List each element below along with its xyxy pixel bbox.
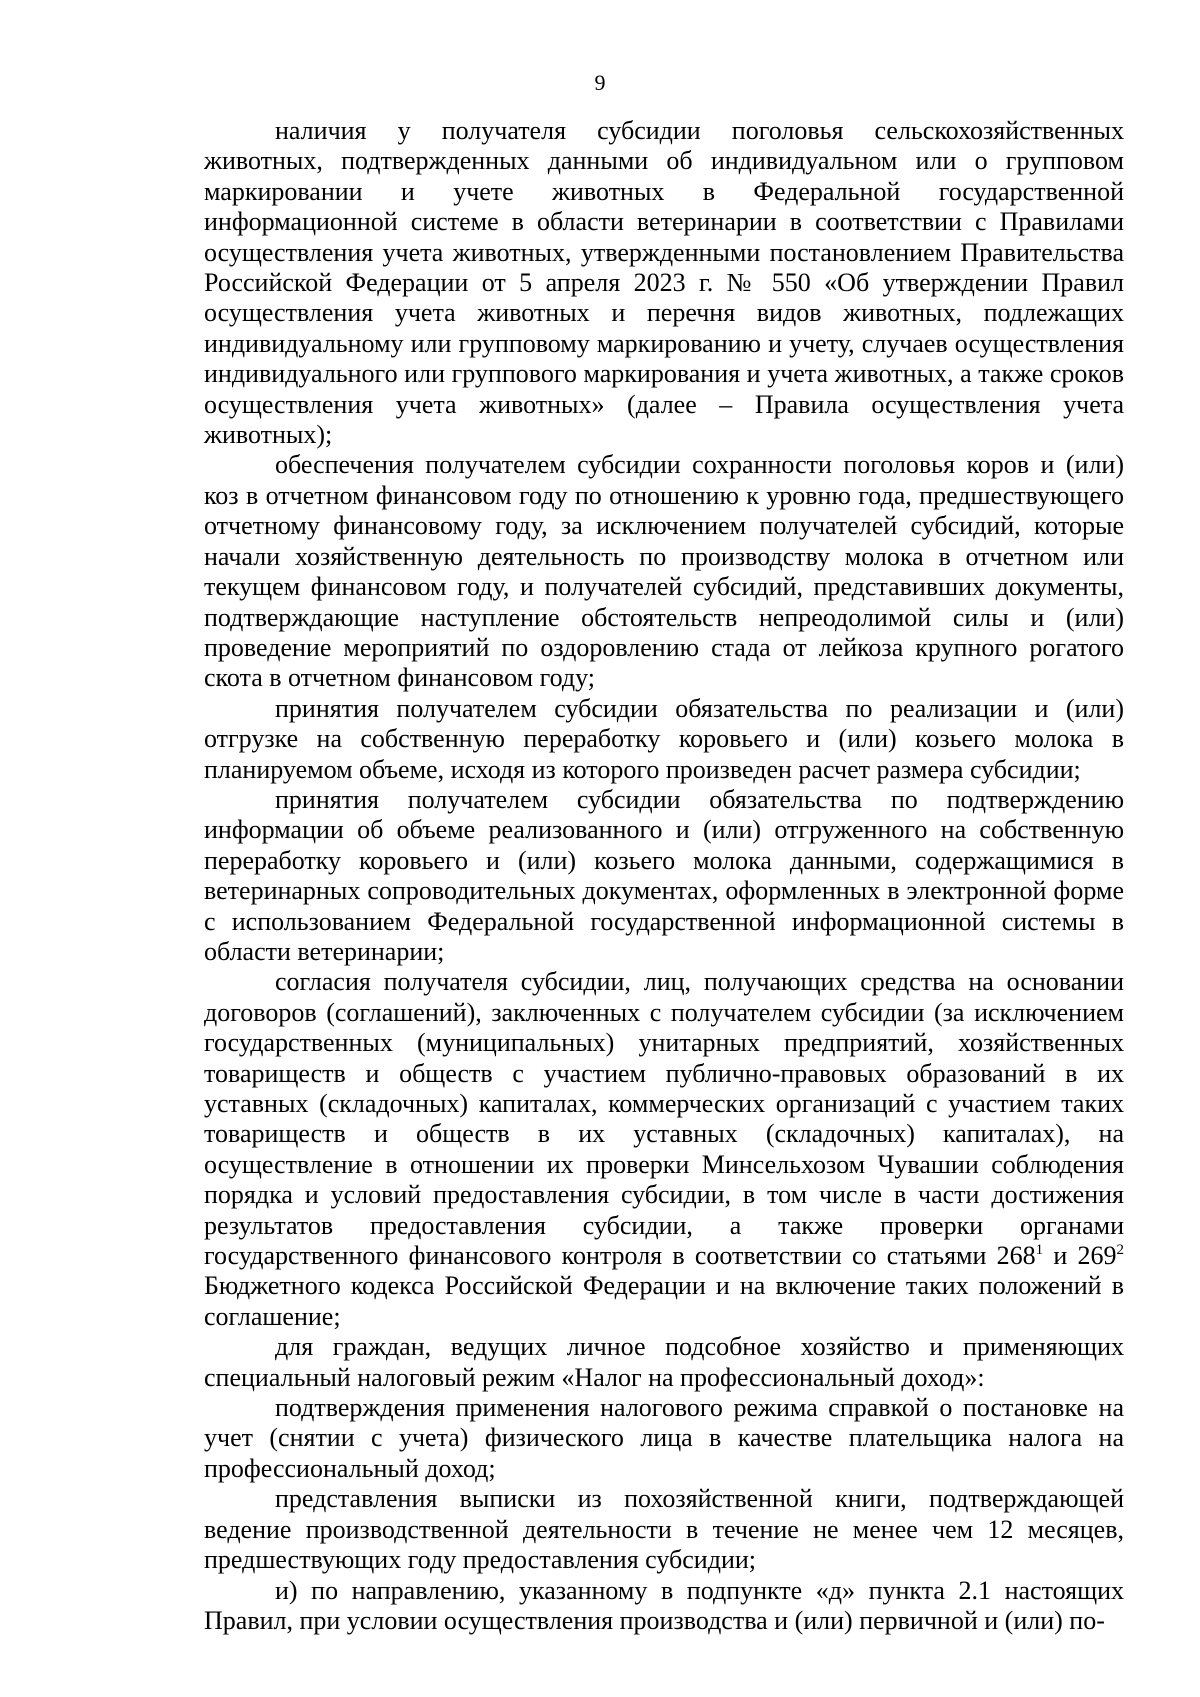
document-body [204, 116, 1124, 1636]
paragraph-sales-obligation: принятия получателем субсидии обязательства по реализации и (или) отгрузке на собственную переработку коровьего и (или) козьего молока в планируемом объеме, исходя из которого произведен расчет размера субсидии; [204, 693, 1124, 784]
paragraph-herd-preservation: обеспечения получателем субсидии сохранности поголовья коров и (или) коз в отчетном финансовом году по отношению к уровню года, предшествующего отчетному финансовому году, за исключением получателей субсидий, которые начали хозяйственную деятельность по производству молока в отчетном или текущем финансовом году, и получателей субсидий, представивших документы, подтверждающие наступление обстоятельств непреодолимой силы и (или) проведение мероприятий по оздоровлению стада от лейкоза крупного рогатого скота в отчетном финансовом году; [204, 450, 1124, 693]
audit-consent-text-end: Бюджетного кодекса Российской Федерации и на включение таких положений в соглашение; [204, 1271, 1124, 1331]
paragraph-self-employed-citizens: для граждан, ведущих личное подсобное хозяйство и применяющих специальный налоговый режим «Налог на профессиональный доход»: [204, 1332, 1124, 1392]
audit-consent-text-middle: и 269 [1043, 1241, 1117, 1271]
paragraph-confirmation-obligation: принятия получателем субсидии обязательства по подтверждению информации об объеме реализованного и (или) отгруженного на собственную переработку коровьего и (или) козьего молока данными, содержащимися в ветеринарных сопроводительных документах, оформленных в электронной форме с использованием Федеральной государственной информационной системы в области ветеринарии; [204, 784, 1124, 966]
article-269-superscript: 2 [1116, 1242, 1124, 1259]
page-number: 9 [594, 70, 606, 95]
article-268-superscript: 1 [1035, 1242, 1044, 1259]
paragraph-livestock-condition: наличия у получателя субсидии поголовья сельскохозяйственных животных, подтвержденных данными об индивидуальном или о групповом маркировании и учете животных в Федеральной государственной информационной системе в области ветеринарии в соответствии с Правилами осуществления учета животных, утвержденными постановлением Правительства Российской Федерации от 5 апреля 2023 г. № 550 «Об утверждении Правил осуществления учета животных и перечня видов животных, подлежащих индивидуальному или групповому маркированию и учету, случаев осуществления индивидуального или группового маркирования и учета животных, а также сроков осуществления учета животных» (далее – Правила осуществления учета животных); [204, 116, 1124, 450]
paragraph-audit-consent [204, 967, 1124, 1332]
paragraph-household-book-extract: представления выписки из похозяйственной книги, подтверждающей ведение производственной деятельности в течение не менее чем 12 месяцев, предшествующих году предоставления субсидии; [204, 1484, 1124, 1575]
paragraph-subpoint-i: и) по направлению, указанному в подпункте «д» пункта 2.1 настоящих Правил, при условии осуществления производства и (или) первичной и (или) по- [204, 1575, 1124, 1635]
audit-consent-text-start: согласия получателя субсидии, лиц, получающих средства на основании договоров (соглашений), заключенных с получателем субсидии (за исключением государственных (муниципальных) унитарных предприятий, хозяйственных товариществ и обществ с участием публично-правовых образований в их уставных (складочных) капиталах, коммерческих организаций с участием таких товариществ и обществ в их уставных (складочных) капиталах), на осуществление в отношении их проверки Минсельхозом Чувашии соблюдения порядка и условий предоставления субсидии, в том числе в части достижения результатов предоставления субсидии, а также проверки органами государственного финансового контроля в соответствии со статьями 268 [204, 967, 1124, 1271]
paragraph-tax-regime-confirmation: подтверждения применения налогового режима справкой о постановке на учет (снятии с учета) физического лица в качестве плательщика налога на профессиональный доход; [204, 1393, 1124, 1483]
